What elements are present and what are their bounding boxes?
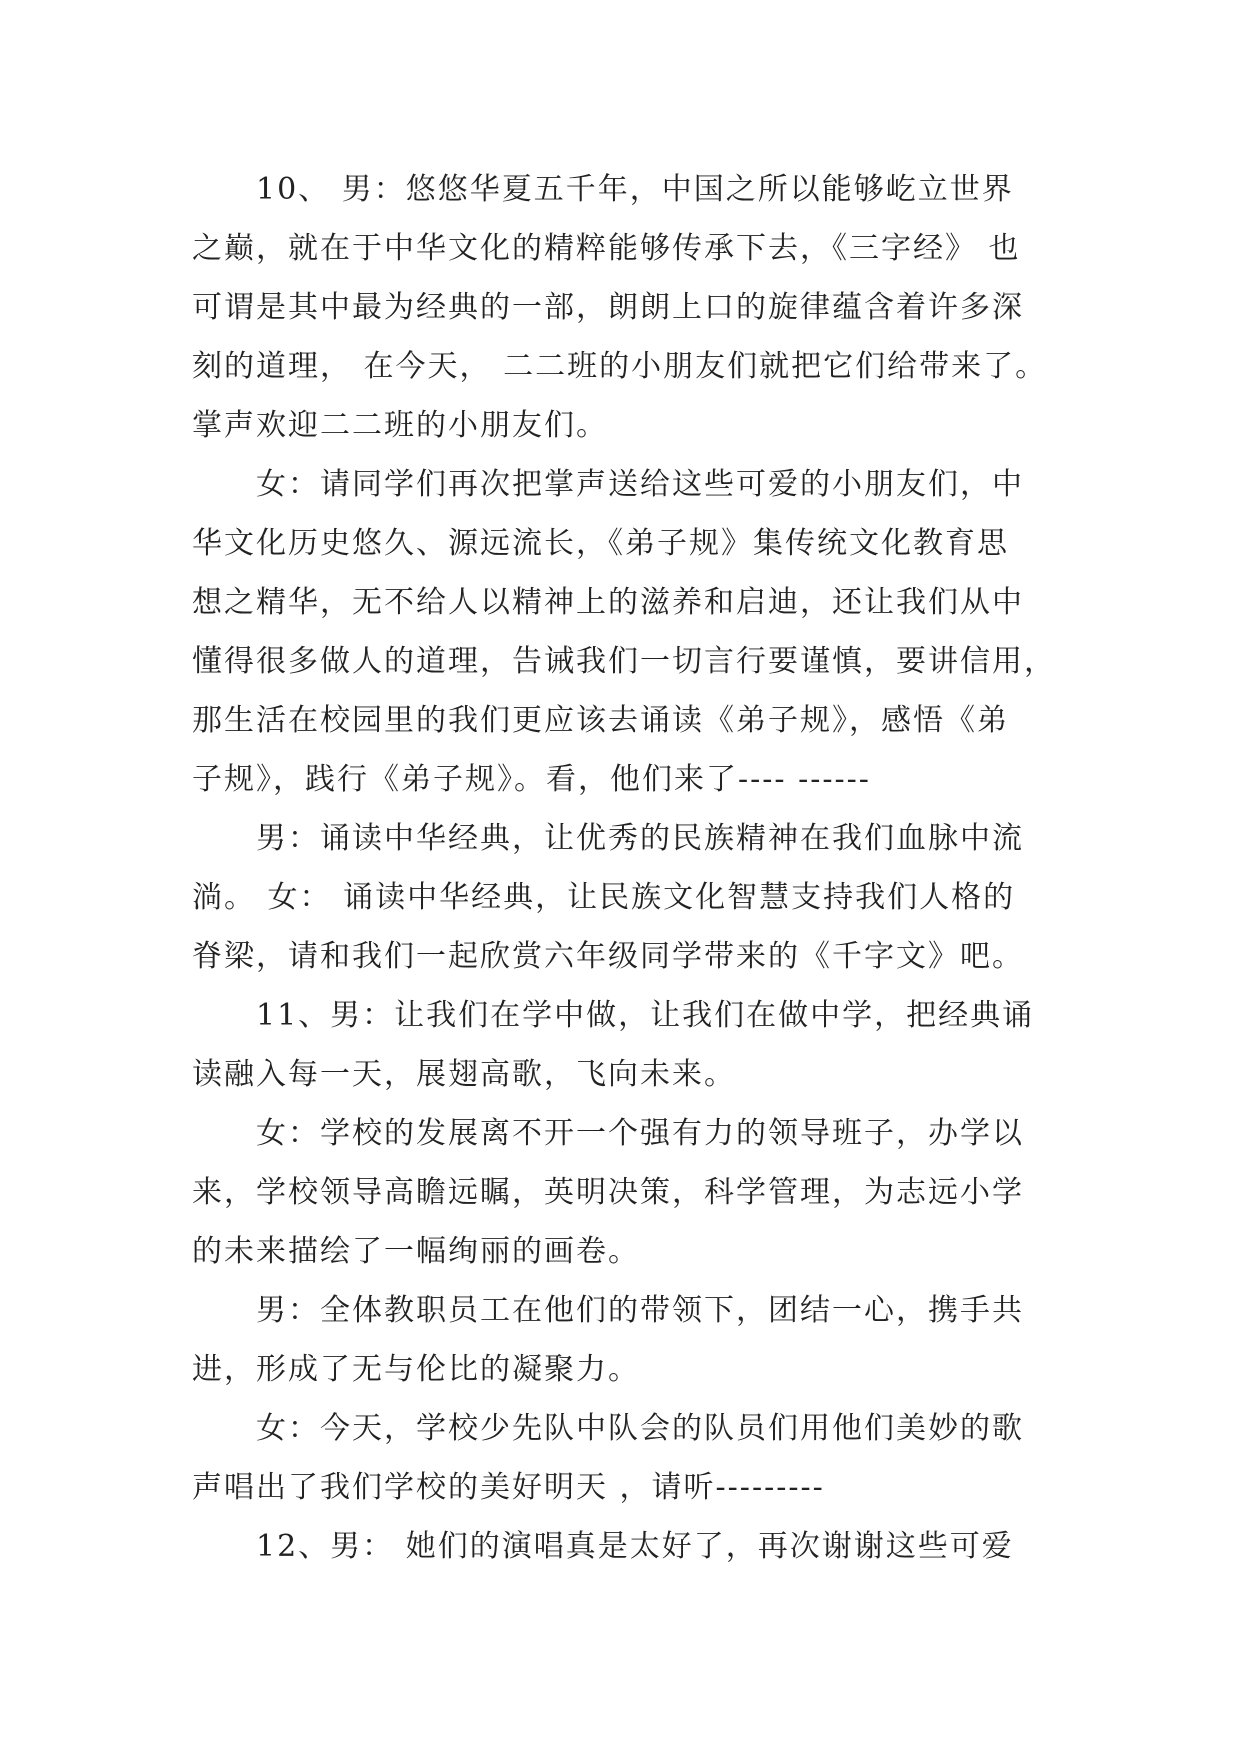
paragraph-6 [192, 1281, 1062, 1399]
paragraph-2 [192, 455, 1062, 809]
text-line: 的未来描绘了一幅绚丽的画卷。 [192, 1234, 640, 1269]
text-line: 声唱出了我们学校的美好明天 ，请听--------- [192, 1470, 825, 1505]
text-line: 刻的道理， 在今天， 二二班的小朋友们就把它们给带来了。 [192, 349, 1048, 384]
text-line: 男：全体教职员工在他们的带领下，团结一心，携手共 [256, 1293, 1024, 1328]
text-line: 男：诵读中华经典，让优秀的民族精神在我们血脉中流 [256, 821, 1024, 856]
text-line: 女：学校的发展离不开一个强有力的领导班子，办学以 [256, 1116, 1024, 1151]
text-line: 女：请同学们再次把掌声送给这些可爱的小朋友们，中 [256, 467, 1024, 502]
text-line: 懂得很多做人的道理，告诫我们一切言行要谨慎，要讲信用， [192, 644, 1056, 679]
paragraph-1 [192, 160, 1062, 455]
text-line: 那生活在校园里的我们更应该去诵读《弟子规》，感悟《弟 [192, 703, 1009, 738]
text-line: 10、 男：悠悠华夏五千年，中国之所以能够屹立世界 [256, 172, 1014, 207]
text-line: 12、男： 她们的演唱真是太好了，再次谢谢这些可爱 [256, 1529, 1014, 1564]
document-body [192, 160, 1062, 1576]
text-line: 来，学校领导高瞻远瞩，英明决策，科学管理，为志远小学 [192, 1175, 1024, 1210]
text-line: 读融入每一天，展翅高歌，飞向未来。 [192, 1057, 736, 1092]
paragraph-7 [192, 1399, 1062, 1517]
text-line: 想之精华，无不给人以精神上的滋养和启迪，还让我们从中 [192, 585, 1024, 620]
text-line: 淌。 女： 诵读中华经典，让民族文化智慧支持我们人格的 [192, 880, 1016, 915]
text-line: 女：今天，学校少先队中队会的队员们用他们美妙的歌 [256, 1411, 1024, 1446]
text-line: 脊梁，请和我们一起欣赏六年级同学带来的《千字文》吧。 [192, 939, 1024, 974]
text-line: 11、男：让我们在学中做，让我们在做中学，把经典诵 [256, 998, 1035, 1033]
paragraph-5 [192, 1104, 1062, 1281]
text-line: 掌声欢迎二二班的小朋友们。 [192, 408, 608, 443]
paragraph-8 [192, 1517, 1062, 1576]
text-line: 之巅，就在于中华文化的精粹能够传承下去，《三字经》 也 [192, 231, 1021, 266]
text-line: 可谓是其中最为经典的一部，朗朗上口的旋律蕴含着许多深 [192, 290, 1024, 325]
paragraph-4 [192, 986, 1062, 1104]
text-line: 子规》，践行《弟子规》。看，他们来了---- ------ [192, 762, 871, 797]
paragraph-3 [192, 809, 1062, 986]
text-line: 进，形成了无与伦比的凝聚力。 [192, 1352, 640, 1387]
text-line: 华文化历史悠久、源远流长，《弟子规》集传统文化教育思 [192, 526, 1009, 561]
